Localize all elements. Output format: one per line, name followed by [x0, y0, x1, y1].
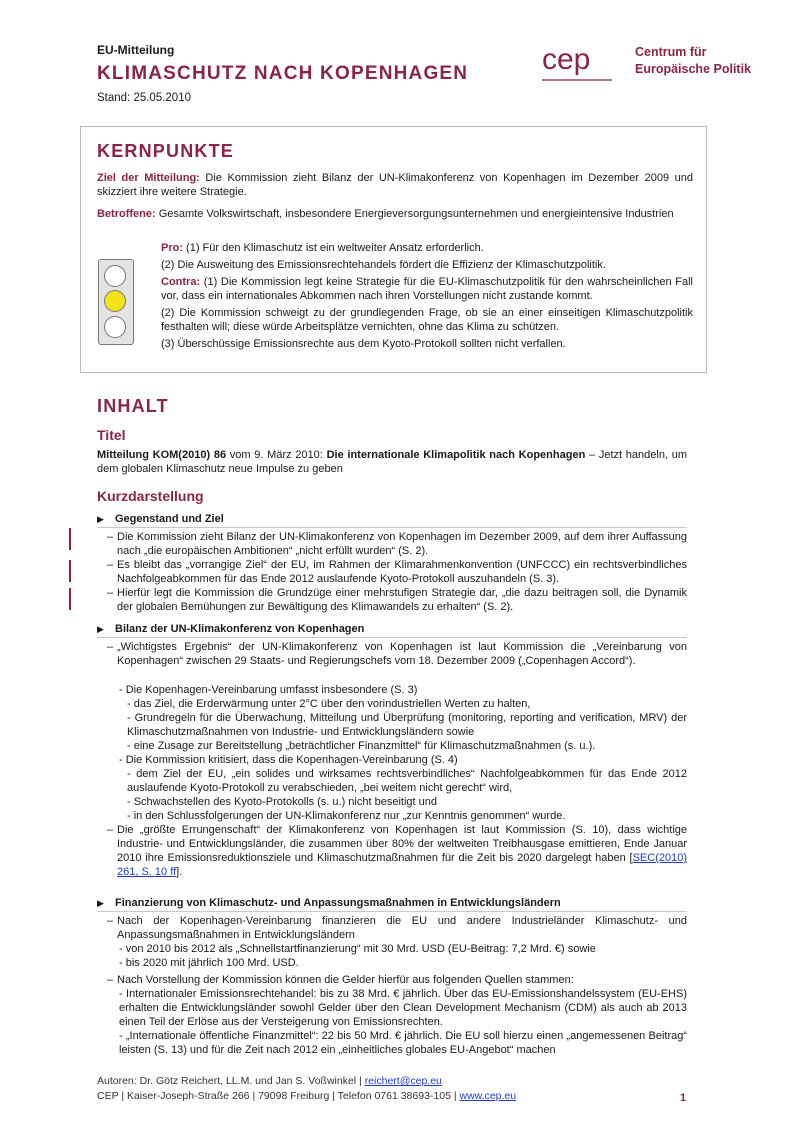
kernpunkte-box — [80, 126, 707, 373]
section-finanzierung: ▶ Finanzierung von Klimaschutz- und Anpassungsmaßnahmen in Entwicklungsländern — [97, 897, 561, 909]
contra-1: Contra: (1) Die Kommission legt keine Strategie für die EU-Klimaschutzpolitik für den wahrscheinlichen Fall vor, dass ein internationales Abkommen nach ihren Vorstellungen nicht zustande kommt. — [161, 276, 693, 302]
footer-address: CEP | Kaiser-Joseph-Straße 266 | 79098 Freiburg | Telefon 0761 38693-105 | www.cep.eu — [97, 1090, 517, 1102]
s2-sub-a1: - das Ziel, die Erderwärmung unter 2°C über den vorindustriellen Werten zu halten, — [127, 698, 531, 710]
kernpunkte-betroffene: Betroffene: Gesamte Volkswirtschaft, insbesondere Energieversorgungsunternehmen und energieintensive Industrien — [97, 208, 674, 220]
contra-3: (3) Überschüssige Emissionsrechte aus dem Kyoto-Protokoll sollten nicht verfallen. — [161, 338, 566, 350]
pro-1: Pro: (1) Für den Klimaschutz ist ein weltweiter Ansatz erforderlich. — [161, 242, 484, 254]
footer — [97, 1074, 516, 1104]
svg-text:cep: cep — [542, 43, 591, 76]
website-link[interactable]: www.cep.eu — [459, 1090, 517, 1102]
s3-sub-a2: - bis 2020 mit jährlich 100 Mrd. USD. — [119, 957, 299, 969]
s3-line-2: – Nach Vorstellung der Kommission können die Gelder hierfür aus folgenden Quellen stammen: — [117, 973, 687, 987]
s2-sub-a: - Die Kopenhagen-Vereinbarung umfasst insbesondere (S. 3) — [119, 684, 418, 696]
titel-text: Mitteilung KOM(2010) 86 vom 9. März 2010: Die internationale Klimapolitik nach Kopenhagen – Jetzt handeln, um dem globalen Klimaschutz neue Impulse zu geben — [97, 449, 687, 475]
triangle-bullet-icon: ▶ — [97, 624, 104, 634]
document-date: Stand: 25.05.2010 — [97, 92, 191, 104]
document-type: EU-Mitteilung — [97, 43, 175, 57]
s1-line-2: – Es bleibt das „vorrangige Ziel“ der EU, im Rahmen der Klimarahmenkonvention (UNFCCC) ein rechtsverbindliches Nachfolgeabkommen für das Ende 2012 auslaufende Kyoto-Protokoll auszuhandeln (S. 3). — [117, 558, 687, 586]
s1-line-3: – Hierfür legt die Kommission die Grundzüge einer mehrstufigen Strategie dar, „die dazu beitragen soll, die Dynamik der globalen Bemühungen zur Bewältigung des Klimawandels zu erhalten“ (S. 2). — [117, 586, 687, 614]
logo-text — [635, 44, 751, 78]
inhalt-heading: INHALT — [97, 396, 169, 416]
divider — [97, 911, 687, 912]
change-bar — [69, 528, 71, 550]
titel-heading: Titel — [97, 427, 126, 443]
s2-sub-b3: - in den Schlussfolgerungen der UN-Klimakonferenz nur „zur Kenntnis genommen“ wurde. — [127, 810, 566, 822]
kernpunkte-ziel: Ziel der Mitteilung: Die Kommission zieht Bilanz der UN-Klimakonferenz von Kopenhagen im Dezember 2009 und skizziert ihre weitere Strategie. — [97, 172, 694, 198]
s2-sub-b1: - dem Ziel der EU, „ein solides und wirksames rechtsverbindliches“ Nachfolgeabkommen für das Ende 2012 auslaufende Kyoto-Protokoll zu verabschieden, „bei weitem nicht gerecht“ wird, — [127, 768, 687, 794]
s2-sub-a3: - eine Zusage zur Bereitstellung „beträchtlicher Finanzmittel“ für Klimaschutzmaßnahmen (s. u.). — [127, 740, 596, 752]
sec-document-link[interactable]: SEC(2010) 261, S. 10 ff — [117, 852, 687, 878]
page-number: 1 — [680, 1092, 687, 1104]
s3-sub-a1: - von 2010 bis 2012 als „Schnellstartfinanzierung“ mit 30 Mrd. USD (EU-Beitrag: 7,2 Mrd. €) sowie — [119, 943, 596, 955]
section-bilanz: ▶ Bilanz der UN-Klimakonferenz von Kopenhagen — [97, 623, 365, 635]
footer-authors: Autoren: Dr. Götz Reichert, LL.M. und Jan S. Voßwinkel | reichert@cep.eu — [97, 1075, 442, 1087]
author-email-link[interactable]: reichert@cep.eu — [364, 1075, 442, 1087]
s2-sub-a2: - Grundregeln für die Überwachung, Mitteilung und Überprüfung (monitoring, reporting and verification, MRV) der Klimaschutzmaßnahmen von Industrie- und Entwicklungsländern sowie — [127, 712, 687, 738]
triangle-bullet-icon: ▶ — [97, 898, 104, 908]
logo-line1: Centrum für — [635, 45, 707, 59]
s2-sub-b: - Die Kommission kritisiert, dass die Kopenhagen-Vereinbarung (S. 4) — [119, 754, 458, 766]
kernpunkte-heading: KERNPUNKTE — [97, 141, 235, 161]
s1-line-1: – Die Kommission zieht Bilanz der UN-Klimakonferenz von Kopenhagen im Dezember 2009, auf dem ihrer Auffassung nach „die europäischen Ambitionen“ „nicht erfüllt wurden“ (S. 2). — [117, 530, 687, 558]
traffic-light-top — [104, 265, 126, 287]
change-bar — [69, 560, 71, 582]
contra-2: (2) Die Kommission schweigt zu der grundlegenden Frage, ob sie an einer einseitigen Klimaschutzpolitik festhalten will; diese würde Arbeitsplätze vernichten, ohne das Klima zu schützen. — [161, 307, 693, 333]
document-title: KLIMASCHUTZ NACH KOPENHAGEN — [97, 63, 469, 84]
cep-logo — [540, 36, 770, 91]
pro-2: (2) Die Ausweitung des Emissionsrechtehandels fördert die Effizienz der Klimaschutzpolitik. — [161, 259, 606, 271]
traffic-light-bottom — [104, 316, 126, 338]
s3-sub-b2: - „Internationale öffentliche Finanzmittel“: 22 bis 50 Mrd. € jährlich. Die EU soll hierzu einen „angemessenen Beitrag“ leisten (S. 13) und für die Zeit nach 2012 ein „einheitliches globales EU-Angebot“ machen — [119, 1030, 687, 1056]
s3-line-1: – Nach der Kopenhagen-Vereinbarung finanzieren die EU und andere Industrieländer Klimaschutz- und Anpassungsmaßnahmen in Entwicklungsländern — [117, 914, 687, 942]
s3-sub-b1: - Internationaler Emissionsrechtehandel: bis zu 38 Mrd. € jährlich. Über das EU-Emissionshandelssystem (EU-EHS) erhalten die Entwicklungsländer sowohl Gelder über den Clean Development Mechanism (CDM) als auch ab 2013 einen Teil der Erlöse aus der Versteigerung von Emissionsrechten. — [119, 988, 687, 1028]
traffic-light-icon — [98, 259, 134, 345]
logo-line2: Europäische Politik — [635, 62, 752, 76]
kurzdarstellung-heading: Kurzdarstellung — [97, 488, 204, 504]
divider — [97, 637, 687, 638]
triangle-bullet-icon: ▶ — [97, 514, 104, 524]
cep-logo-mark — [540, 36, 630, 86]
change-bar — [69, 588, 71, 610]
s2-sub-b2: - Schwachstellen des Kyoto-Protokolls (s. u.) nicht beseitigt und — [127, 796, 437, 808]
pro-contra-list — [161, 241, 693, 354]
section-gegenstand: ▶ Gegenstand und Ziel — [97, 513, 224, 525]
traffic-light-middle — [104, 290, 126, 312]
s2-line-2: – Die „größte Errungenschaft“ der Klimakonferenz von Kopenhagen ist laut Kommission (S. 10), dass wichtige Industrie- und Entwicklungsländer, die zusammen über 80% der weltweiten Treibhausgase emittieren, Ende Januar 2010 ihre Emissionsreduktionsziele und Klimaschutzmaßnahmen für die Zeit bis 2020 dargelegt haben [SEC(2010) 261, S. 10 ff]. — [117, 823, 687, 879]
divider — [97, 527, 687, 528]
s2-line-1: – „Wichtigstes Ergebnis“ der UN-Klimakonferenz von Kopenhagen ist laut Kommission die „Vereinbarung von Kopenhagen“ zwischen 29 Staats- und Regierungschefs vom 18. Dezember 2009 („Copenhagen Accord“). — [117, 640, 687, 668]
